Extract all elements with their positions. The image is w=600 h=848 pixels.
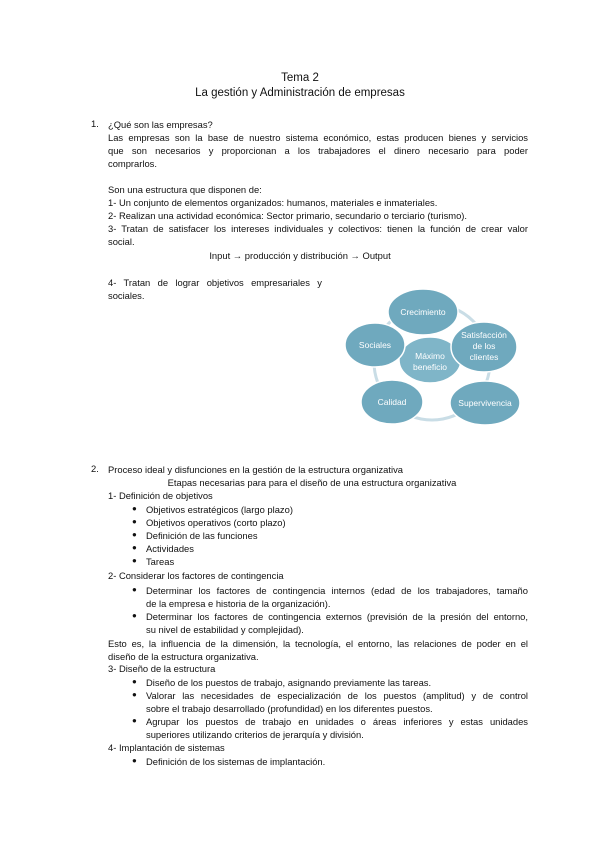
step1-bullet-4: Actividades — [146, 543, 194, 554]
step2-title: 2- Considerar los factores de contingencia — [108, 570, 284, 581]
step3-bullet-1: Diseño de los puestos de trabajo, asignando previamente las tareas. — [146, 677, 432, 688]
node-label-calidad: Calidad — [377, 397, 407, 407]
step2-bullet-1-line-1: Determinar los factores de contingencia internos (edad de los trabajadores, tamaño — [146, 585, 528, 596]
intro-line-1: Las empresas son la base de nuestro sistema económico, estas producen bienes y servicios — [108, 132, 528, 143]
step3-title: 3- Diseño de la estructura — [108, 663, 216, 674]
step1-title: 1- Definición de objetivos — [108, 490, 213, 501]
step3-bullet-2-line-2: sobre el trabajo desarrollado (profundidad) en los diferentes puestos. — [146, 703, 433, 714]
bullet-icon: ● — [132, 585, 137, 594]
bullet-icon: ● — [132, 716, 137, 725]
section1-question: ¿Qué son las empresas? — [108, 119, 213, 130]
center-label-1: Máximo — [415, 351, 445, 361]
node-label-sociales: Sociales — [358, 340, 392, 350]
bullet-icon: ● — [132, 677, 137, 686]
intro-line-2: que son necesarios y proporcionan a los trabajadores el dinero necesario para poder — [108, 145, 528, 156]
bullet-icon: ● — [132, 517, 137, 526]
bullet-icon: ● — [132, 556, 137, 565]
step2-bullet-2-line-1: Determinar los factores de contingencia externos (previsión de la presión del entorno, — [146, 611, 528, 622]
node-calidad — [361, 380, 423, 424]
bullet-icon: ● — [132, 543, 137, 552]
document-title: La gestión y Administración de empresas — [195, 87, 405, 99]
node-label-supervivencia: Supervivencia — [458, 398, 512, 408]
node-label-satisfaccion-1: Satisfacción — [461, 330, 507, 340]
node-label-crecimiento: Crecimiento — [400, 307, 446, 317]
topic-heading: Tema 2 — [281, 72, 319, 84]
structure-item-1: 1- Un conjunto de elementos organizados: humanos, materiales e inmateriales. — [108, 197, 438, 208]
step2-bullet-2-line-2: su nivel de estabilidad y complejidad). — [146, 624, 304, 635]
bullet-icon: ● — [132, 504, 137, 513]
intro-line-3: comprarlos. — [108, 158, 157, 169]
structure-item-3: 3- Tratan de satisfacer los intereses individuales y colectivos: tienen la función de crear valor — [108, 223, 528, 234]
step2-bullet-1-line-2: de la empresa e historia de la organización). — [146, 598, 331, 609]
bullet-icon: ● — [132, 530, 137, 539]
section2-subtitle: Etapas necesarias para para el diseño de una estructura organizativa — [167, 477, 457, 488]
node-supervivencia — [450, 381, 520, 425]
section2-title: Proceso ideal y disfunciones en la gestión de la estructura organizativa — [108, 464, 403, 475]
step4-title: 4- Implantación de sistemas — [108, 742, 225, 753]
structure-title: Son una estructura que disponen de: — [108, 184, 262, 195]
section2-number: 2. — [91, 463, 99, 474]
step4-bullet-1: Definición de los sistemas de implantación. — [146, 756, 326, 767]
step3-bullet-2-line-1: Valorar las necesidades de especialización de los puestos (amplitud) y de control — [146, 690, 528, 701]
node-sociales — [345, 323, 405, 367]
objectives-cycle-diagram — [340, 283, 525, 431]
center-label-2: beneficio — [412, 362, 448, 372]
bullet-icon: ● — [132, 690, 137, 699]
step2-note-line-1: Esto es, la influencia de la dimensión, la tecnología, el entorno, las relaciones de poder en el — [108, 638, 528, 649]
section1-number: 1. — [91, 118, 99, 129]
step3-bullet-3-line-2: superiores utilizando criterios de jerarquía y división. — [146, 729, 364, 740]
step1-bullet-2: Objetivos operativos (corto plazo) — [146, 517, 286, 528]
step3-bullet-3-line-1: Agrupar los puestos de trabajo en unidades o áreas inferiores y estas unidades — [146, 716, 528, 727]
item4-line-2: sociales. — [108, 290, 145, 301]
step2-note-line-2: diseño de la estructura organizativa. — [108, 651, 259, 662]
structure-item-3-cont: social. — [108, 236, 135, 247]
bullet-icon: ● — [132, 611, 137, 620]
node-crecimiento — [388, 289, 458, 335]
node-label-satisfaccion-3: clientes — [469, 352, 499, 362]
step1-bullet-5: Tareas — [146, 556, 175, 567]
flow-line: Input → producción y distribución → Output — [209, 250, 391, 261]
bullet-icon: ● — [132, 756, 137, 765]
node-satisfaccion — [451, 322, 517, 372]
step1-bullet-3: Definición de las funciones — [146, 530, 258, 541]
item4-line-1: 4- Tratan de lograr objetivos empresariales y — [108, 277, 322, 288]
step1-bullet-1: Objetivos estratégicos (largo plazo) — [146, 504, 293, 515]
node-label-satisfaccion-2: de los — [472, 341, 496, 351]
structure-item-2: 2- Realizan una actividad económica: Sector primario, secundario o terciario (turismo). — [108, 210, 468, 221]
